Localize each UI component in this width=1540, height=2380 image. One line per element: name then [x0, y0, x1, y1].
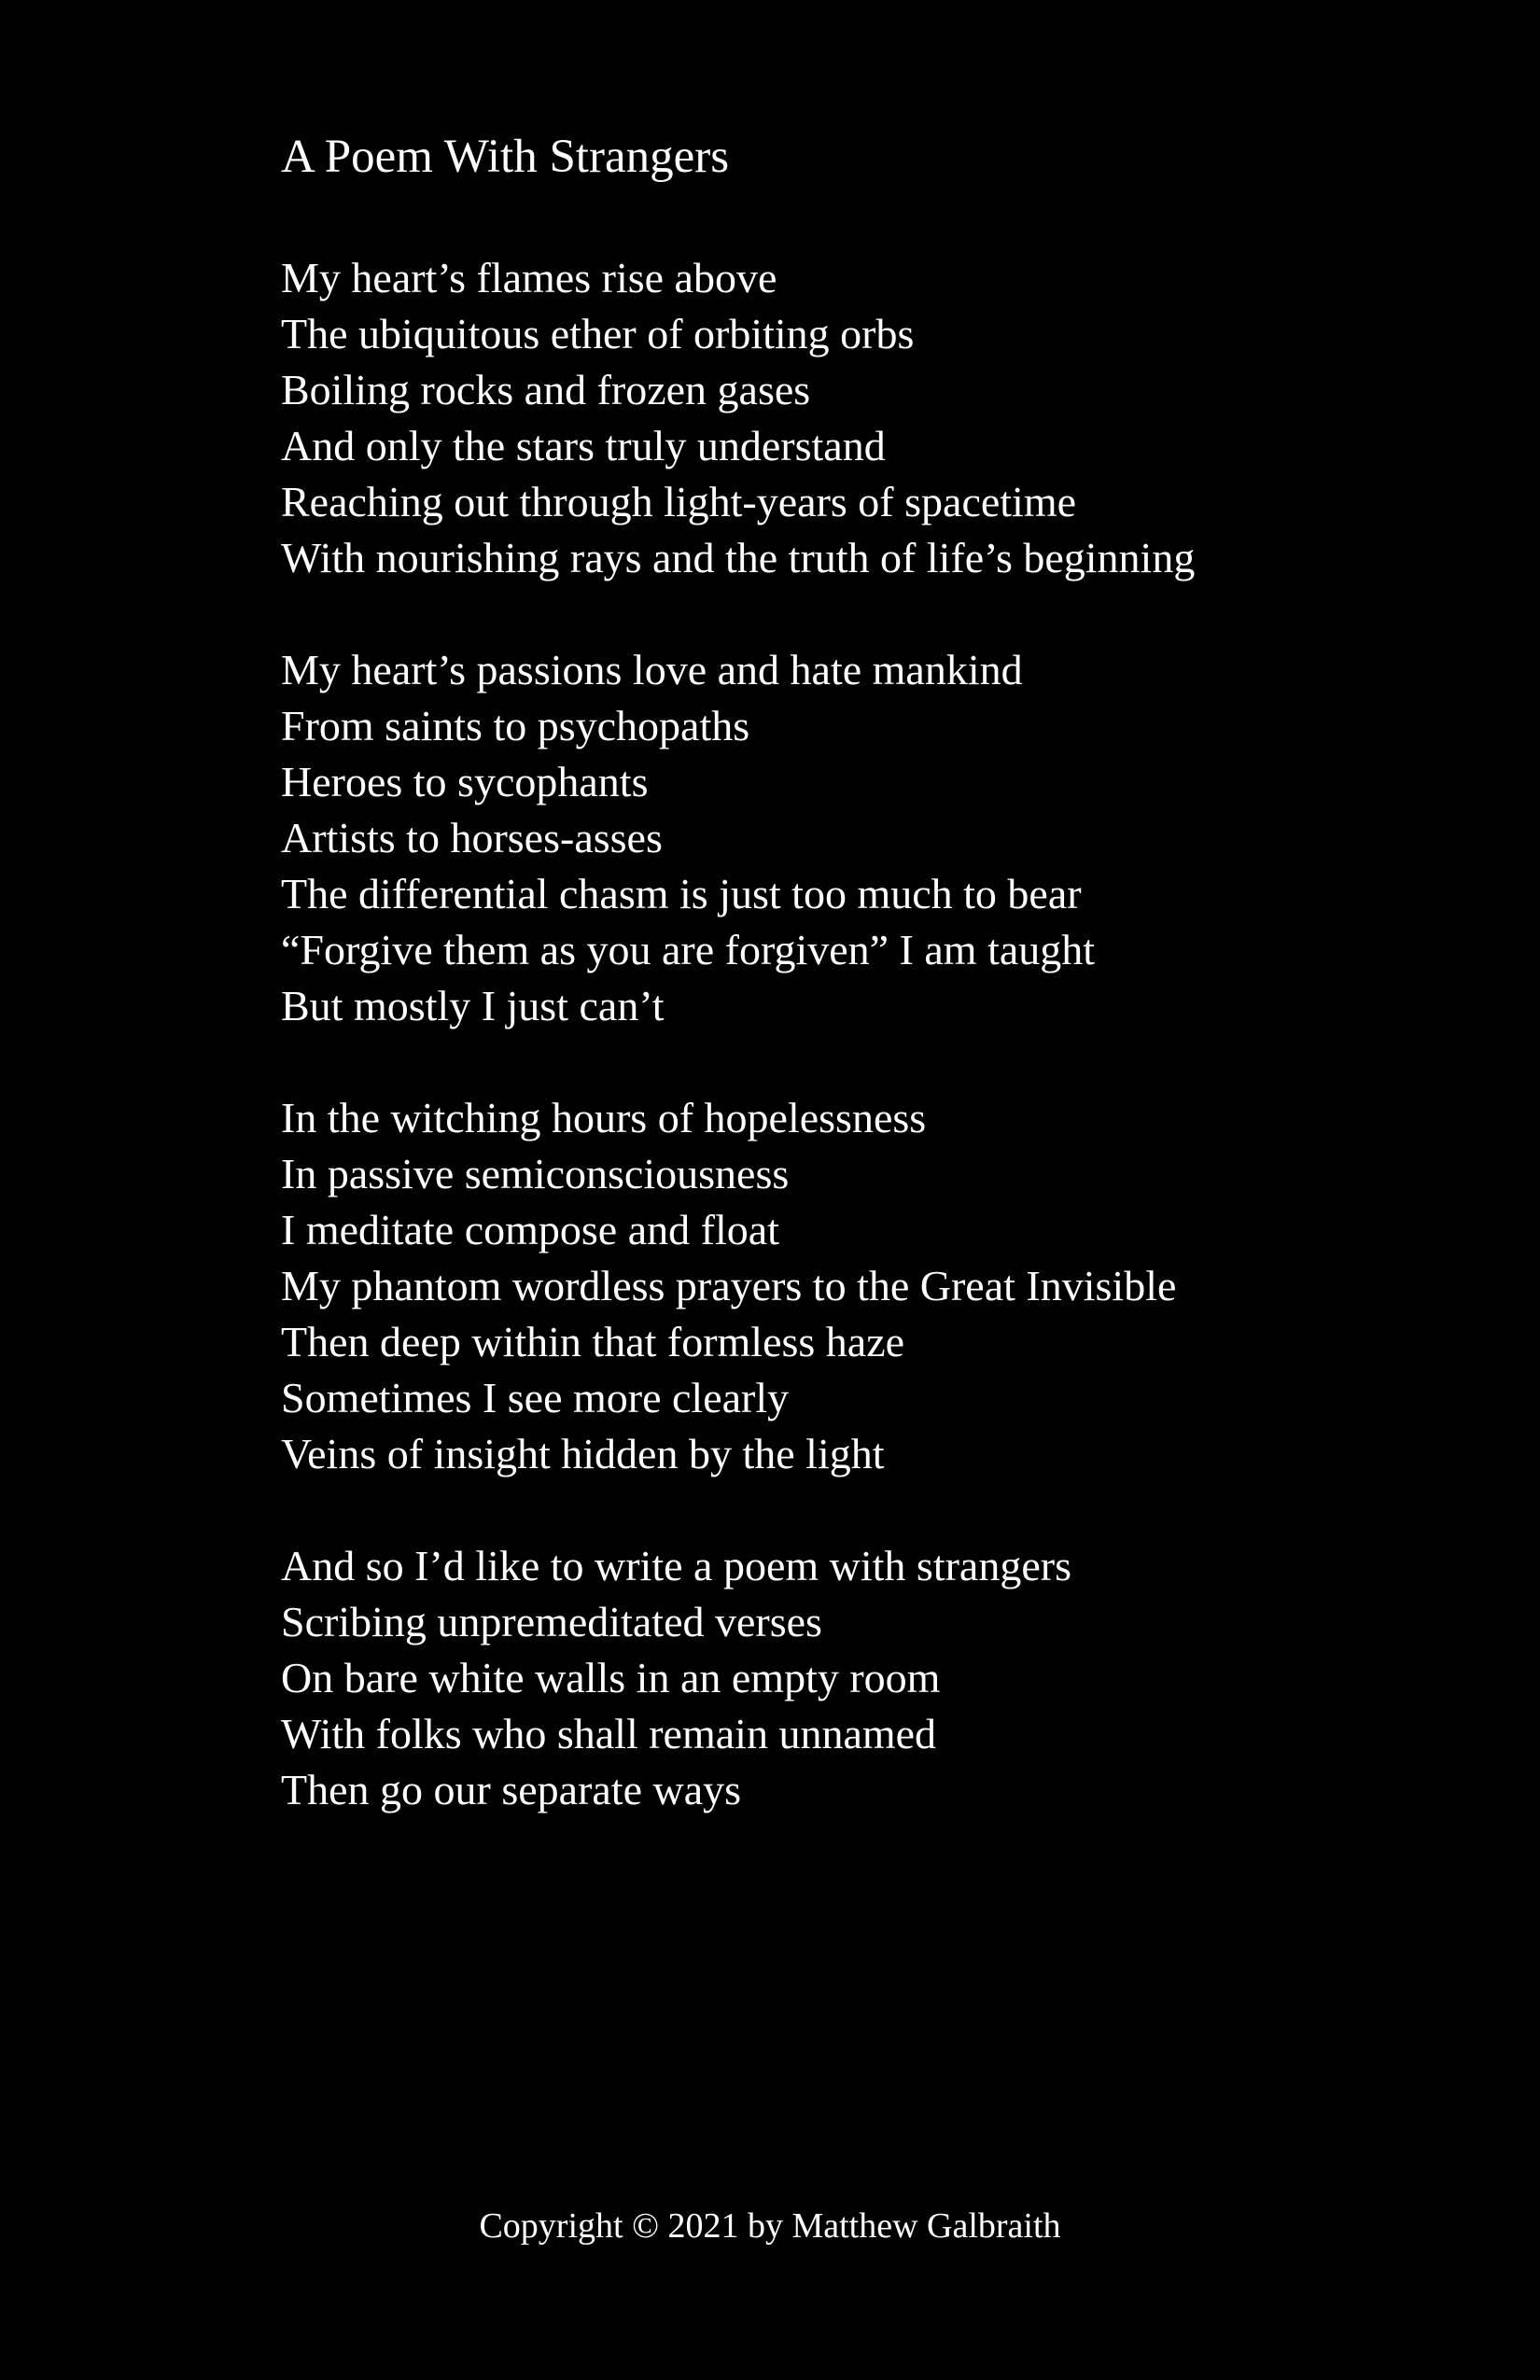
poem-line: Then go our separate ways — [281, 1766, 742, 1813]
poem-line: I meditate compose and float — [281, 1206, 779, 1253]
poem-line: My phantom wordless prayers to the Great Invisible — [281, 1262, 1177, 1309]
poem-line: From saints to psychopaths — [281, 702, 750, 749]
stanza-3 — [281, 1090, 1494, 1482]
poem-line: With nourishing rays and the truth of life’s beginning — [281, 534, 1196, 581]
poem-line: Boiling rocks and frozen gases — [281, 366, 811, 413]
poem-line: Then deep within that formless haze — [281, 1318, 905, 1365]
poem-line: With folks who shall remain unnamed — [281, 1710, 937, 1757]
poem-line: My heart’s passions love and hate mankind — [281, 646, 1023, 693]
poem-line: Heroes to sycophants — [281, 758, 649, 805]
copyright-notice: Copyright © 2021 by Matthew Galbraith — [479, 2206, 1061, 2246]
poem-line: The differential chasm is just too much to bear — [281, 870, 1082, 917]
poem-body — [281, 250, 1494, 1874]
stanza-1 — [281, 250, 1494, 586]
poem-line: Veins of insight hidden by the light — [281, 1430, 885, 1477]
poem-line: In passive semiconsciousness — [281, 1150, 790, 1197]
poem-line: “Forgive them as you are forgiven” I am taught — [281, 926, 1096, 973]
poem-line: And only the stars truly understand — [281, 422, 886, 469]
poem-title: A Poem With Strangers — [281, 131, 730, 183]
poem-line: The ubiquitous ether of orbiting orbs — [281, 310, 915, 357]
stanza-4 — [281, 1538, 1494, 1818]
poem-line: Scribing unpremeditated verses — [281, 1598, 822, 1645]
poem-line: Artists to horses-asses — [281, 814, 663, 861]
poem-line: My heart’s flames rise above — [281, 254, 777, 301]
poem-line: On bare white walls in an empty room — [281, 1654, 941, 1701]
stanza-2 — [281, 642, 1494, 1034]
poem-line: But mostly I just can’t — [281, 982, 665, 1029]
poem-line: Reaching out through light-years of spacetime — [281, 478, 1077, 525]
poem-line: In the witching hours of hopelessness — [281, 1094, 927, 1141]
poem-line: And so I’d like to write a poem with strangers — [281, 1542, 1071, 1589]
poem-line: Sometimes I see more clearly — [281, 1374, 790, 1421]
